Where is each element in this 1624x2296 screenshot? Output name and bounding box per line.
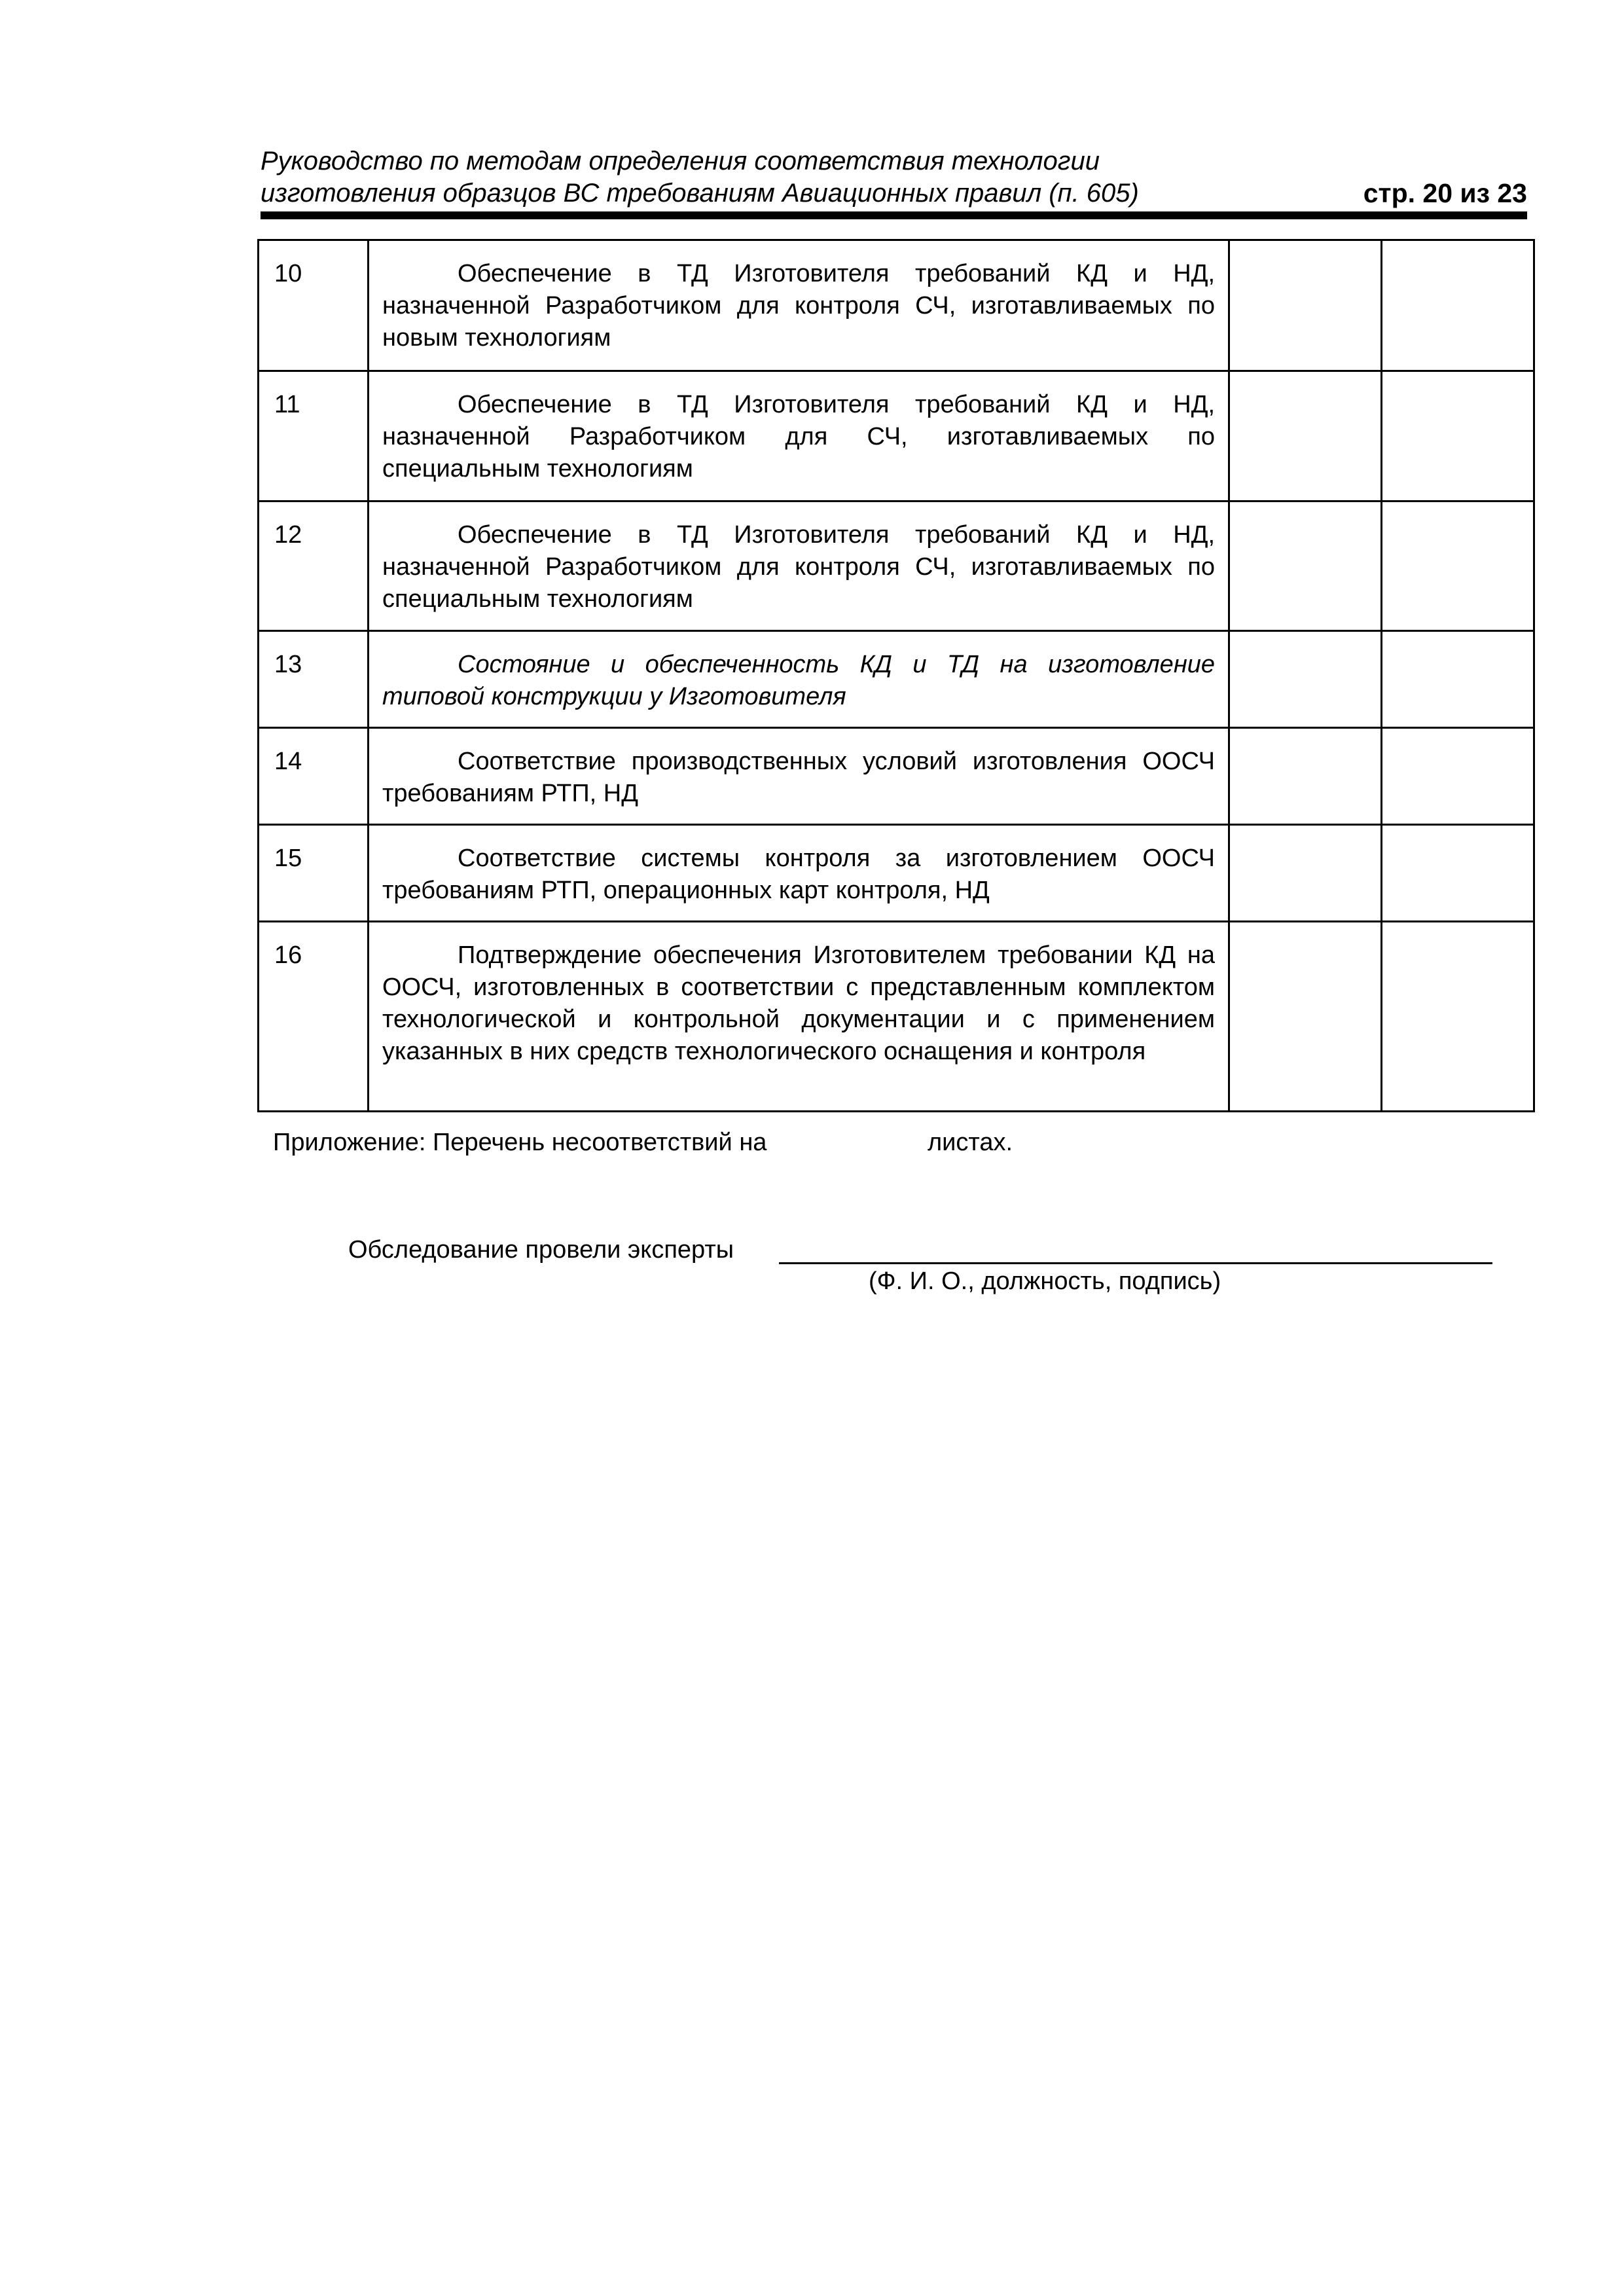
row-check-cell	[1229, 371, 1382, 501]
row-check-cell	[1229, 922, 1382, 1112]
row-number: 16	[259, 922, 369, 1112]
row-check-cell	[1229, 631, 1382, 728]
row-note-cell	[1382, 922, 1534, 1112]
row-requirement: Обеспечение в ТД Изготовителя требований КД и НД, назначенной Разработчиком для СЧ, изготавливаемых по специальным технологиям	[369, 371, 1229, 501]
row-number: 13	[259, 631, 369, 728]
checklist-table	[257, 239, 1535, 1112]
row-note-cell	[1382, 501, 1534, 631]
table-row	[259, 631, 1534, 728]
row-check-cell	[1229, 501, 1382, 631]
signature-label: Обследование провели эксперты	[348, 1236, 734, 1264]
row-number: 11	[259, 371, 369, 501]
row-note-cell	[1382, 825, 1534, 922]
table-row	[259, 371, 1534, 501]
appendix-label: Приложение: Перечень несоответствий на	[273, 1129, 767, 1156]
row-requirement: Обеспечение в ТД Изготовителя требований КД и НД, назначенной Разработчиком для контроля СЧ, изготавливаемых по новым технологиям	[369, 240, 1229, 371]
header-rule	[261, 211, 1527, 219]
table-row	[259, 240, 1534, 371]
row-number: 15	[259, 825, 369, 922]
signature-line	[779, 1262, 1492, 1264]
row-requirement: Состояние и обеспеченность КД и ТД на изготовление типовой конструкции у Изготовителя	[369, 631, 1229, 728]
row-number: 12	[259, 501, 369, 631]
row-check-cell	[1229, 825, 1382, 922]
appendix-note	[273, 1126, 1013, 1159]
appendix-sheets: листах.	[928, 1129, 1013, 1156]
row-requirement: Подтверждение обеспечения Изготовителем требовании КД на ООСЧ, изготовленных в соответствии с представленным комплектом технологической и контрольной документации и с применением указанных в них средств технологического оснащения и контроля	[369, 922, 1229, 1112]
row-note-cell	[1382, 240, 1534, 371]
row-note-cell	[1382, 728, 1534, 825]
document-title-line-2: изготовления образцов ВС требованиям Авиационных правил (п. 605)	[261, 179, 1139, 208]
signature-caption: (Ф. И. О., должность, подпись)	[869, 1267, 1221, 1295]
row-number: 10	[259, 240, 369, 371]
page-header	[261, 145, 1527, 211]
row-number: 14	[259, 728, 369, 825]
row-check-cell	[1229, 240, 1382, 371]
row-requirement: Соответствие производственных условий изготовления ООСЧ требованиям РТП, НД	[369, 728, 1229, 825]
row-check-cell	[1229, 728, 1382, 825]
row-note-cell	[1382, 371, 1534, 501]
page-number: стр. 20 из 23	[1363, 178, 1527, 208]
row-requirement: Соответствие системы контроля за изготовлением ООСЧ требованиям РТП, операционных карт контроля, НД	[369, 825, 1229, 922]
row-note-cell	[1382, 631, 1534, 728]
table-row	[259, 922, 1534, 1112]
table-row	[259, 501, 1534, 631]
table-row	[259, 728, 1534, 825]
document-title-line-1: Руководство по методам определения соответствия технологии	[261, 147, 1100, 175]
document-title	[261, 145, 1139, 210]
row-requirement: Обеспечение в ТД Изготовителя требований КД и НД, назначенной Разработчиком для контроля СЧ, изготавливаемых по специальным технологиям	[369, 501, 1229, 631]
table-row	[259, 825, 1534, 922]
